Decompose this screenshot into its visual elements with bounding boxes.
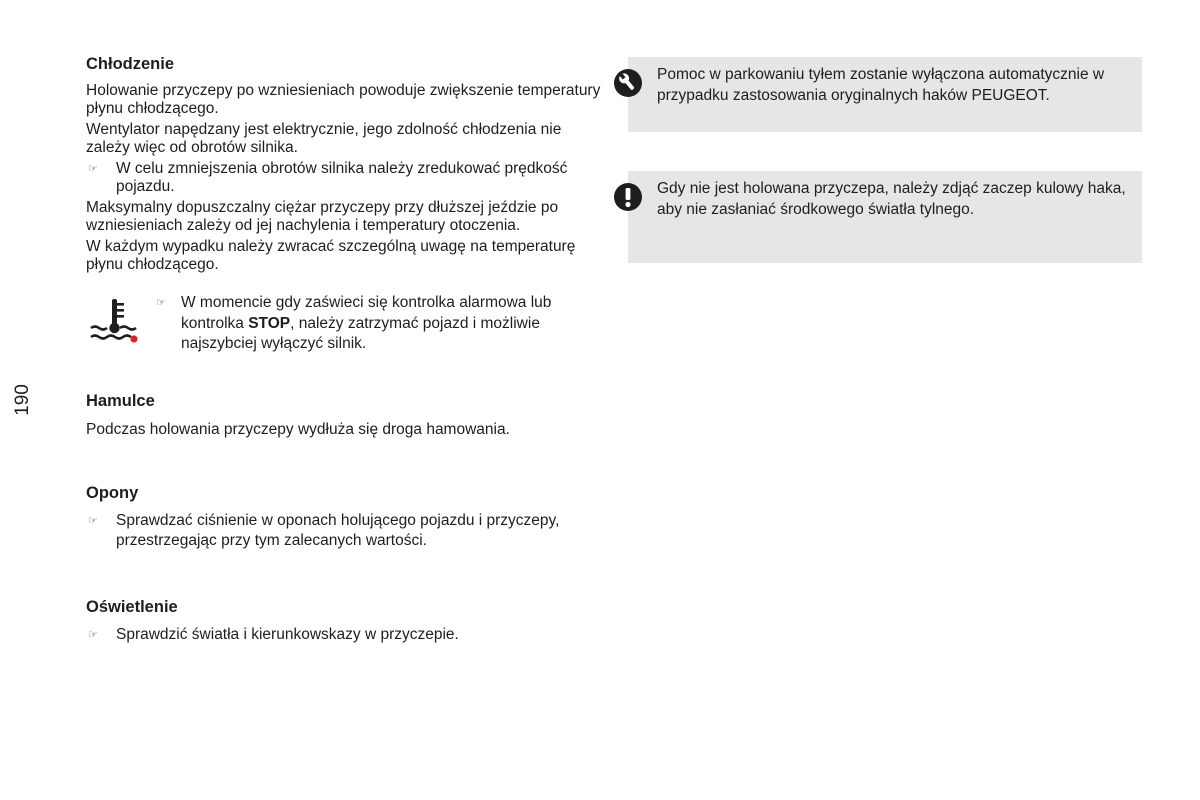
pointing-hand-icon: ☞ [156, 297, 166, 309]
coolant-warning-text-part-2: , należy zatrzymać pojazd i możliwie najszybciej wyłączyć silnik. [181, 314, 540, 352]
tyres-heading: Opony [86, 484, 139, 502]
lighting-heading: Oświetlenie [86, 598, 178, 616]
coolant-warning-text-part-1: W momencie gdy zaświeci się kontrolka alarmowa lub kontrolka [181, 294, 552, 332]
pointing-hand-icon: ☞ [88, 515, 98, 527]
info-wrench-icon [613, 68, 643, 98]
pointing-hand-icon: ☞ [88, 163, 98, 175]
cooling-bullet-1 [86, 160, 601, 196]
brakes-paragraph-1: Podczas holowania przyczepy wydłuża się droga hamowania. [86, 421, 510, 438]
pointing-hand-icon: ☞ [88, 629, 98, 641]
lighting-bullet-1-text: Sprawdzić światła i kierunkowskazy w przyczepie. [116, 626, 459, 643]
lighting-bullet-1 [86, 625, 601, 645]
warning-callout-text: Gdy nie jest holowana przyczepa, należy zdjąć zaczep kulowy haka, aby nie zasłaniać środkowego światła tylnego. [657, 180, 1126, 218]
coolant-temperature-warning-icon [88, 297, 140, 345]
brakes-heading: Hamulce [86, 392, 155, 410]
tyres-bullet-1-text: Sprawdzać ciśnienie w oponach holującego pojazdu i przyczepy, przestrzegając przy tym zalecanych wartości. [116, 512, 560, 549]
cooling-paragraph-2: Wentylator napędzany jest elektrycznie, jego zdolność chłodzenia nie zależy więc od obrotów silnika. [86, 121, 562, 156]
coolant-warning-row [86, 293, 606, 357]
exclamation-icon [613, 182, 643, 212]
info-callout-text: Pomoc w parkowaniu tyłem zostanie wyłączona automatycznie w przypadku zastosowania oryginalnych haków PEUGEOT. [657, 66, 1105, 104]
coolant-warning-bullet [154, 293, 594, 355]
cooling-paragraph-4: W każdym wypadku należy zwracać szczególną uwagę na temperaturę płynu chłodzącego. [86, 238, 576, 273]
cooling-heading: Chłodzenie [86, 55, 175, 73]
page-number: 190 [12, 384, 33, 416]
warning-callout [628, 171, 1142, 263]
info-callout [628, 57, 1142, 132]
cooling-paragraph-3: Maksymalny dopuszczalny ciężar przyczepy przy dłuższej jeździe po wzniesieniach zależy od jej nachylenia i temperatury otoczenia. [86, 199, 559, 234]
cooling-bullet-1-text: W celu zmniejszenia obrotów silnika należy zredukować prędkość pojazdu. [116, 160, 568, 195]
cooling-paragraph-1: Holowanie przyczepy po wzniesieniach powoduje zwiększenie temperatury płynu chłodzącego. [86, 82, 601, 117]
tyres-bullet-1 [86, 511, 601, 551]
coolant-warning-text [181, 293, 594, 355]
stop-keyword: STOP [248, 314, 291, 332]
